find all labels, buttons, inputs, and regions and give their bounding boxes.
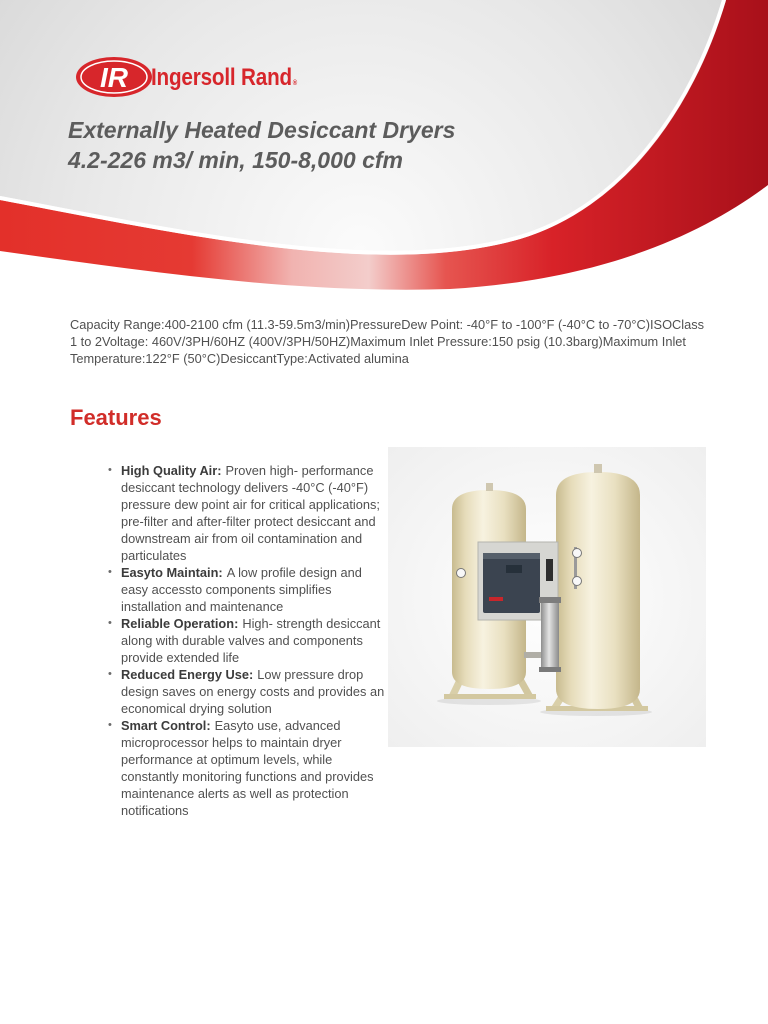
pressure-gauge-icon <box>457 569 466 578</box>
pressure-gauge-icon <box>573 549 582 558</box>
feature-text: notifications <box>121 803 189 818</box>
control-box <box>483 553 540 613</box>
feature-item <box>108 717 386 819</box>
feature-text: pre-filter and after-filter protect desiccant and <box>121 514 376 529</box>
feature-text: A low profile design and <box>226 565 362 580</box>
feature-line <box>121 632 386 649</box>
control-box-top-rim <box>483 553 540 559</box>
feature-line <box>121 666 386 683</box>
control-valve <box>546 559 553 581</box>
logo-mark-letters: IR <box>100 62 128 93</box>
feature-text: desiccant technology delivers -40°C (-40°F) <box>121 480 369 495</box>
feature-text: easy accessto components simplifies <box>121 582 332 597</box>
feature-text: particulates <box>121 548 187 563</box>
feature-label: High Quality Air: <box>121 463 222 478</box>
feature-label: Reliable Operation: <box>121 616 239 631</box>
feature-label: Easyto Maintain: <box>121 565 223 580</box>
feature-line <box>121 598 386 615</box>
ir-logo-mark <box>74 55 154 99</box>
spec-line: Temperature:122°F (50°C)DesiccantType:Activated alumina <box>70 351 409 366</box>
feature-line <box>121 496 386 513</box>
feature-line <box>121 683 386 700</box>
feature-text: High- strength desiccant <box>242 616 381 631</box>
filter-top-cap <box>539 597 561 603</box>
feature-text: along with durable valves and components <box>121 633 363 648</box>
spec-line: Capacity Range:400-2100 cfm (11.3-59.5m3/min)PressureDew Point: -40°F to -100°F (-40°C to -70°C)ISOClass <box>70 317 705 332</box>
left-tank-base <box>444 694 536 699</box>
feature-label: Reduced Energy Use: <box>121 667 254 682</box>
feature-line <box>121 547 386 564</box>
right-desiccant-tower <box>556 472 640 709</box>
feature-text: Easyto use, advanced <box>214 718 341 733</box>
feature-item <box>108 615 386 666</box>
filter-housing <box>541 599 559 669</box>
spec-line: 1 to 2Voltage: 460V/3PH/60HZ (400V/3PH/50HZ)Maximum Inlet Pressure:150 psig (10.3barg)Maximum Inlet <box>70 334 686 349</box>
right-tank-top-fitting <box>594 464 602 473</box>
feature-text: pressure dew point air for critical applications; <box>121 497 380 512</box>
feature-text: economical drying solution <box>121 701 272 716</box>
feature-text: Low pressure drop <box>257 667 364 682</box>
feature-line <box>121 768 386 785</box>
feature-line <box>121 615 386 632</box>
filter-bottom-cap <box>539 667 561 672</box>
control-display <box>506 565 522 573</box>
feature-line <box>121 802 386 819</box>
pressure-gauge-icon <box>573 577 582 586</box>
brand-name-text: Ingersoll Rand <box>151 64 292 91</box>
left-tank-top-fitting <box>486 483 493 491</box>
features-list <box>108 462 386 819</box>
feature-line <box>121 649 386 666</box>
feature-text: constantly monitoring functions and provides <box>121 769 374 784</box>
control-box-brand-label <box>489 597 503 601</box>
feature-line <box>121 530 386 547</box>
feature-text: microprocessor helps to maintain dryer <box>121 735 342 750</box>
feature-line <box>121 700 386 717</box>
feature-item <box>108 564 386 615</box>
feature-text: provide extended life <box>121 650 240 665</box>
feature-line <box>121 564 386 581</box>
feature-text: downstream air from oil contamination and <box>121 531 363 546</box>
feature-line <box>121 734 386 751</box>
registered-mark: ® <box>292 80 298 87</box>
feature-line <box>121 785 386 802</box>
feature-text: performance at optimum levels, while <box>121 752 333 767</box>
page-title-line-1: Externally Heated Desiccant Dryers <box>68 117 456 143</box>
brand-name <box>151 66 297 96</box>
feature-line <box>121 513 386 530</box>
feature-text: maintenance alerts as well as protection <box>121 786 349 801</box>
feature-line <box>121 581 386 598</box>
features-heading: Features <box>70 405 162 430</box>
feature-line <box>121 462 386 479</box>
feature-item <box>108 666 386 717</box>
feature-text: Proven high- performance <box>225 463 374 478</box>
feature-text: installation and maintenance <box>121 599 284 614</box>
specifications-paragraph <box>70 316 704 367</box>
page-title <box>68 115 455 175</box>
feature-line <box>121 717 386 734</box>
product-image <box>388 447 706 747</box>
feature-item <box>108 462 386 564</box>
feature-line <box>121 479 386 496</box>
page-title-line-2: 4.2-226 m3/ min, 150-8,000 cfm <box>68 147 403 173</box>
feature-text: design saves on energy costs and provides an <box>121 684 385 699</box>
feature-label: Smart Control: <box>121 718 211 733</box>
feature-line <box>121 751 386 768</box>
